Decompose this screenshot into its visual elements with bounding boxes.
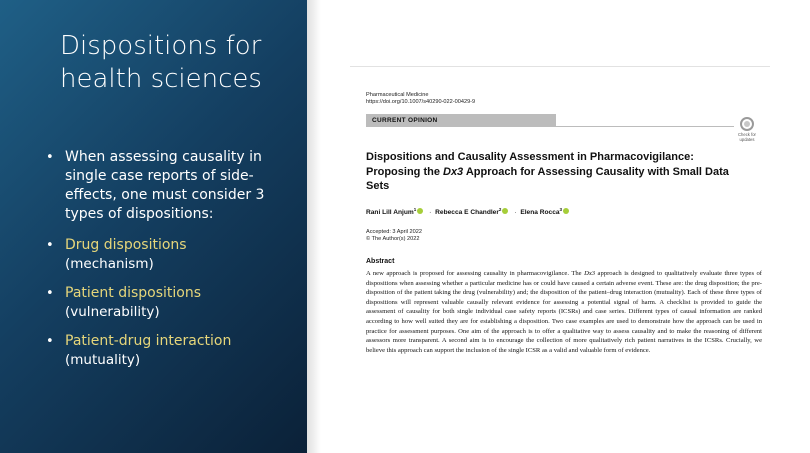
author-affiliation: 2 — [498, 207, 502, 212]
bullet-drug-dispositions — [46, 236, 301, 274]
orcid-icon[interactable] — [563, 208, 569, 214]
abstract-text-part: A new approach is proposed for assessing causality in pharmacovigilance. The — [366, 270, 585, 277]
author-name[interactable]: Rebecca E Chandler — [435, 209, 499, 216]
slide-title: Dispositions for health sciences — [60, 31, 262, 94]
abstract-heading: Abstract — [366, 258, 395, 265]
copyright-notice: © The Author(s) 2022 — [366, 236, 420, 242]
title-line: Dispositions and Causality Assessment in Pharmacovigilance: — [366, 151, 694, 163]
check-updates-label: Check for updates — [738, 132, 756, 142]
bullet-label: • Patient dispositions — [65, 285, 202, 301]
check-for-updates-badge[interactable] — [734, 117, 760, 142]
abstract-text — [366, 269, 762, 355]
author-separator: · — [514, 209, 517, 216]
orcid-icon[interactable] — [417, 208, 423, 214]
check-updates-icon — [740, 117, 754, 131]
panel-shadow — [307, 0, 321, 453]
author-affiliation: 1 — [413, 207, 417, 212]
bullet-detail: (vulnerability) — [65, 304, 160, 320]
title-line: Sets — [366, 180, 390, 192]
slide-left-panel — [0, 0, 307, 453]
author-separator: · — [429, 209, 432, 216]
title-text: Proposing the — [366, 165, 443, 178]
bullet-intro: • When assessing causality in single case reports of side-effects, one must consider 3 types of dispositions: — [46, 148, 301, 224]
title-text: Approach for Assessing Causality with Small Data — [463, 165, 729, 178]
author-affiliation: 3 — [559, 207, 563, 212]
doi-link[interactable]: https://doi.org/10.1007/s40290-022-00429-9 — [366, 99, 476, 105]
article-title — [366, 150, 746, 194]
abstract-emphasis: Dx3 — [584, 270, 596, 277]
accepted-date: Accepted: 3 April 2022 — [366, 229, 422, 235]
journal-name: Pharmaceutical Medicine — [366, 92, 429, 98]
author-list — [366, 205, 571, 217]
paper-top-rule — [350, 66, 770, 67]
title-emphasis: Dx3 — [443, 165, 464, 178]
bullet-detail: (mechanism) — [65, 256, 154, 272]
paper-excerpt — [350, 66, 770, 396]
bullet-patient-drug-interaction — [46, 332, 301, 370]
title-line — [366, 165, 746, 180]
author-name[interactable]: Rani Lill Anjum — [366, 209, 414, 216]
section-rule — [556, 126, 734, 127]
bullet-label: • Drug dispositions — [65, 237, 187, 253]
section-bar — [366, 114, 556, 127]
bullet-patient-dispositions — [46, 284, 301, 322]
bullet-label: • Patient-drug interaction — [65, 333, 232, 349]
orcid-icon[interactable] — [502, 208, 508, 214]
author-name[interactable]: Elena Rocca — [520, 209, 560, 216]
bullet-list — [46, 148, 301, 380]
bullet-detail: (mutuality) — [65, 352, 141, 368]
section-label: CURRENT OPINION — [372, 117, 438, 124]
abstract-text-part: approach is designed to qualitatively evaluate three types of dispositions when assessing whether a particular medicine has or could have caused a certain adverse event. These are: the drug disposition; the pre-disposition of the patient taking the drug (vulnerability) and; the disposition of the patient–drug interaction (mutuality). Each of these three types of dispositions will represent valuable causally relevant evidence for assessing a potential signal of harm. A checklist is provided to guide the assessment of causality for both single individual case safety reports (ICSRs) and case series. Different types of causal information are ranked according to how well suited they are for establishing a disposition. Two case examples are used to demonstrate how the approach can be used in practice for assessment purposes. One aim of the approach is to offer a qualitative way to assess causality and to make the reasoning of different assessors more transparent. A second aim is to encourage the collection of more qualitatively rich patient narratives in the ICSRs. Crucially, we believe this approach can support the inclusion of the single ICSR as a valid and valuable form of evidence. — [366, 270, 762, 354]
